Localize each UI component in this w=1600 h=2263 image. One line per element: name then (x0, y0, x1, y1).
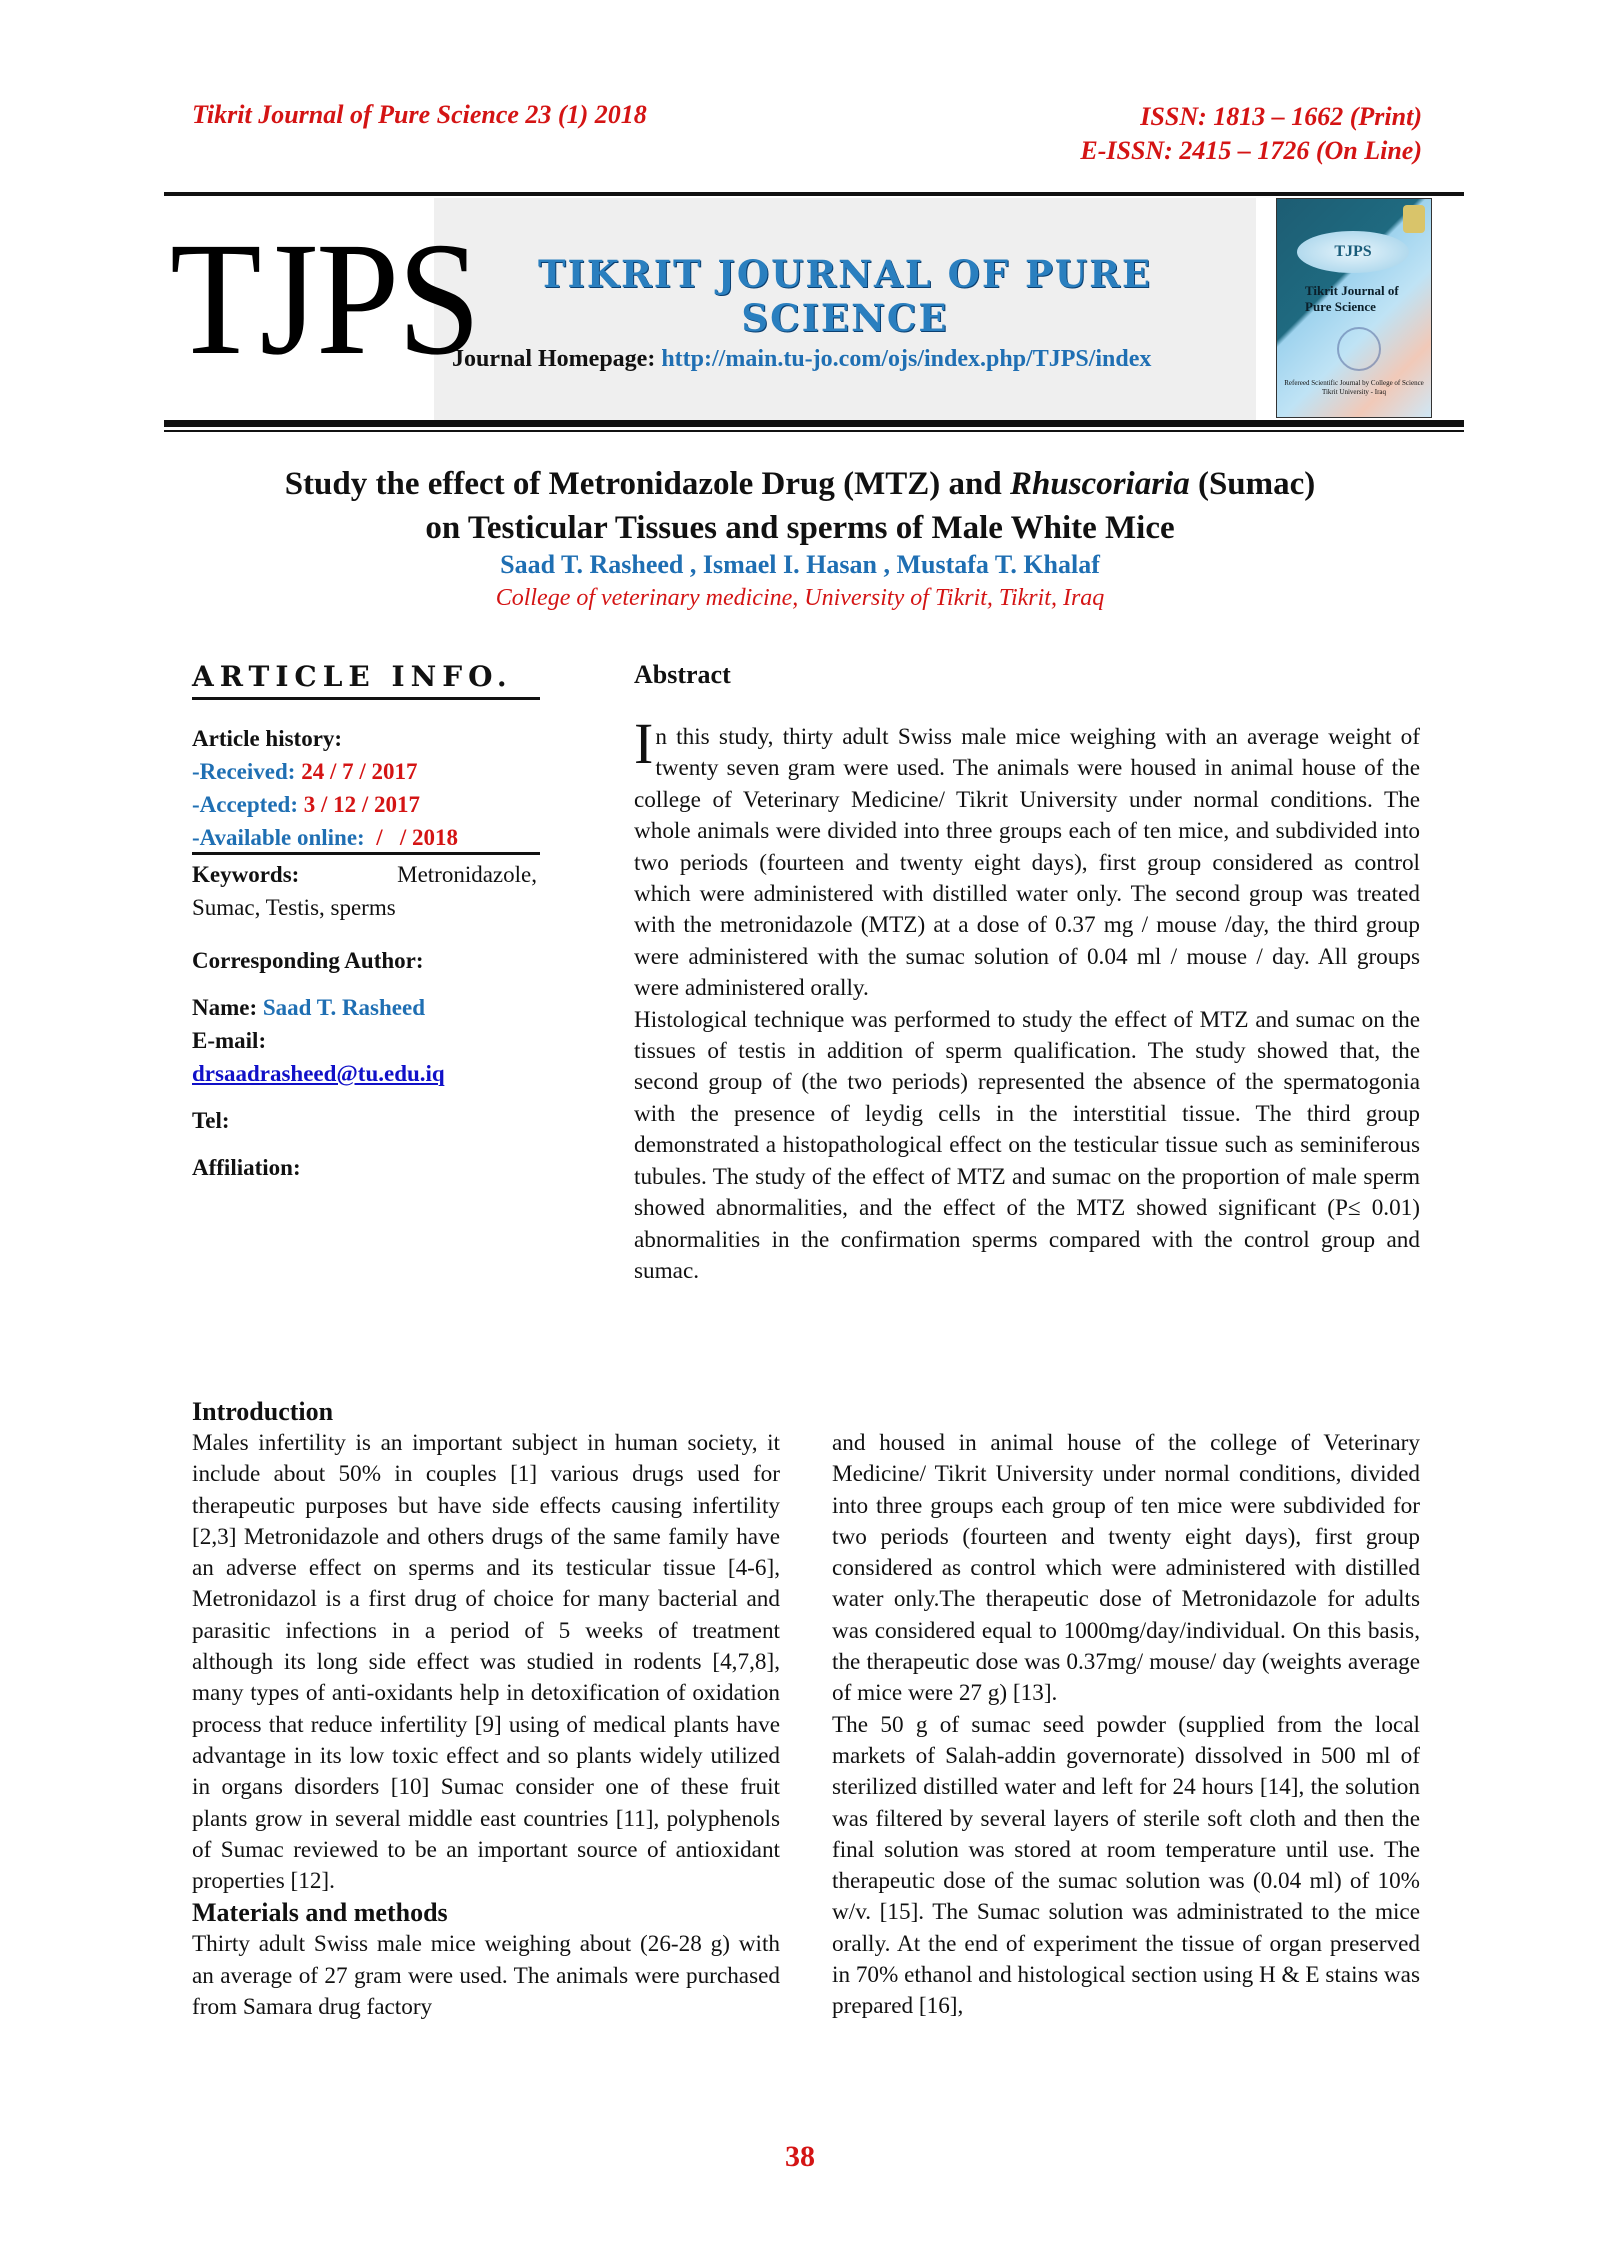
keywords-rest: Sumac, Testis, sperms (192, 895, 396, 920)
cover-footer: Refereed Scientific Journal by College of Science Tikrit University - Iraq (1284, 379, 1424, 396)
homepage-label: Journal Homepage: (452, 346, 656, 372)
abstract-body (634, 711, 1420, 1287)
article-info-rule (192, 697, 540, 700)
page-number: 38 (785, 2140, 815, 2173)
keywords (192, 858, 537, 924)
available-date: / / 2018 (370, 825, 458, 850)
running-header-journal: Tikrit Journal of Pure Science 23 (1) 2018 (192, 100, 647, 129)
introduction-text: Males infertility is an important subject in human society, it include about 50% in couples [1] various drugs used for therapeutic purposes but have side effects causing infertility [2,3] Metronidazole and others drugs of the same family have an adverse effect on sperms and its testicular tissue [4-6], Metronidazol is a first drug of choice for many bacterial and parasitic infections in a period of 5 weeks of treatment although its long side effect was studied in rodents [4,7,8], many types of anti-oxidants help in detoxification of oxidation process that reduce infertility [9] using of medical plants have advantage in its low toxic effect and so plants widely utilized in organs disorders [10] Sumac consider one of these fruit plants grow in several middle east countries [11], polyphenols of Sumac reviewed to be an important source of antioxidant properties [12]. (192, 1430, 780, 1895)
abstract-paragraph-1: n this study, thirty adult Swiss male mice weighing with an average weight of twenty seven gram were used. The animals were housed in animal house of the college of Veterinary Medicine/ Tikrit University under normal conditions. The whole animals were divided into three groups each of ten mice, and subdivided into two periods (fourteen and twenty eight days), first group considered as control which were administered with distilled water only. The second group was treated with the metronidazole (MTZ) at a dose of 0.37 mg / mouse /day, the third group were administered with the sumac solution of 0.04 ml / mouse / day. All groups were administered orally. (634, 724, 1420, 1002)
history-label: Article history: (192, 726, 343, 751)
methods-text-right-1: and housed in animal house of the college of Veterinary Medicine/ Tikrit University under normal conditions, divided into three groups each group of ten mice were subdivided for two periods (fourteen and twenty eight days), first group considered as control which were administered with distilled water only.The therapeutic dose of Metronidazole for adults was considered equal to 1000mg/day/individual. On this basis, the therapeutic dose was 0.37mg/ mouse/ day (weights average of mice were 27 g) [13]. (832, 1430, 1420, 1707)
journal-homepage (452, 346, 1151, 373)
email-label: E-mail: (192, 1028, 267, 1053)
title-text: Study the effect of Metronidazole Drug (MTZ) and (284, 466, 1010, 502)
available-row: -Available online: / / 2018 (192, 825, 458, 850)
email-link[interactable]: drsaadrasheed@tu.edu.iq (192, 1061, 445, 1086)
article-history (192, 722, 542, 854)
journal-title: TIKRIT JOURNAL OF PURE SCIENCE (537, 252, 1153, 340)
article-authors: Saad T. Rasheed , Ismael I. Hasan , Mustafa T. Khalaf (500, 550, 1100, 579)
cover-emblem-icon (1337, 327, 1381, 371)
article-affiliation: College of veterinary medicine, University of Tikrit, Tikrit, Iraq (495, 585, 1105, 611)
title-line-2: on Testicular Tissues and sperms of Male White Mice (425, 510, 1175, 546)
methods-text-right-2: The 50 g of sumac seed powder (supplied from the local markets of Salah-addin governorate) dissolved in 500 ml of sterilized distilled water and left for 24 hours [14], the solution was filtered by several layers of sterile soft cloth and then the final solution was stored at room temperature until use. The therapeutic dose of the sumac solution was (0.04 ml) of 10% w/v. [15]. The Sumac solution was administrated to the mice orally. At the end of experiment the tissue of organ preserved in 70% ethanol and histological section using H & E stains was prepared [16], (832, 1711, 1420, 2020)
university-crest-icon (1403, 205, 1425, 233)
corresponding-author (192, 944, 552, 1184)
name-row: Name: Saad T. Rasheed (192, 995, 426, 1020)
body-column-right (832, 1428, 1420, 2023)
banner-bottom-rule-thin (164, 430, 1464, 432)
abstract-heading: Abstract (634, 660, 731, 689)
homepage-link[interactable]: http://main.tu-jo.com/ojs/index.php/TJPS/index (661, 346, 1152, 372)
accepted-row: -Accepted: 3 / 12 / 2017 (192, 792, 421, 817)
corresponding-label: Corresponding Author: (192, 948, 424, 973)
cover-oval-logo: TJPS (1297, 231, 1409, 273)
journal-cover-image (1276, 198, 1432, 418)
article-title (180, 462, 1420, 550)
received-row: -Received: 24 / 7 / 2017 (192, 759, 418, 784)
affiliation-label: Affiliation: (192, 1155, 301, 1180)
title-species: Rhuscoriaria (1009, 466, 1190, 502)
abstract-dropcap: I (634, 711, 654, 776)
running-header-issn (1080, 100, 1422, 168)
issn-online: E-ISSN: 2415 – 1726 (On Line) (1080, 136, 1422, 165)
banner-bottom-rule-thick (164, 420, 1464, 427)
title-text-end: (Sumac) (1189, 466, 1316, 502)
cover-title: Tikrit Journal of Pure Science (1305, 283, 1399, 314)
keywords-rule (192, 852, 540, 855)
body-column-left (192, 1396, 780, 2023)
abstract-paragraph-2: Histological technique was performed to study the effect of MTZ and sumac on the tissues of testis in addition of sperm qualification. The study showed that, the second group of (the two periods) represented the absence of the spermatogonia with the presence of leydig cells in the interstitial tissue. The third group demonstrated a histopathological effect on the testicular tissue such as seminiferous tubules. The study of the effect of MTZ and sumac on the proportion of male sperm showed abnormalities, and the effect of the MTZ showed significant (P≤ 0.01) abnormalities in the confirmation sperms compared with the control group and sumac. (634, 1006, 1420, 1284)
article-info-heading: ARTICLE INFO. (192, 660, 513, 693)
tel-label: Tel: (192, 1108, 230, 1133)
accepted-date: 3 / 12 / 2017 (303, 792, 421, 817)
introduction-heading: Introduction (192, 1397, 334, 1426)
methods-heading: Materials and methods (192, 1898, 448, 1928)
author-name: Saad T. Rasheed (262, 995, 426, 1020)
journal-logo: TJPS (170, 209, 479, 389)
keywords-label: Keywords: (192, 862, 300, 887)
issn-print: ISSN: 1813 – 1662 (Print) (1140, 102, 1422, 131)
received-date: 24 / 7 / 2017 (301, 759, 418, 784)
keyword-first: Metronidazole, (397, 862, 537, 887)
methods-text-left: Thirty adult Swiss male mice weighing about (26-28 g) with an average of 27 gram were used. The animals were purchased from Samara drug factory (192, 1931, 780, 2021)
